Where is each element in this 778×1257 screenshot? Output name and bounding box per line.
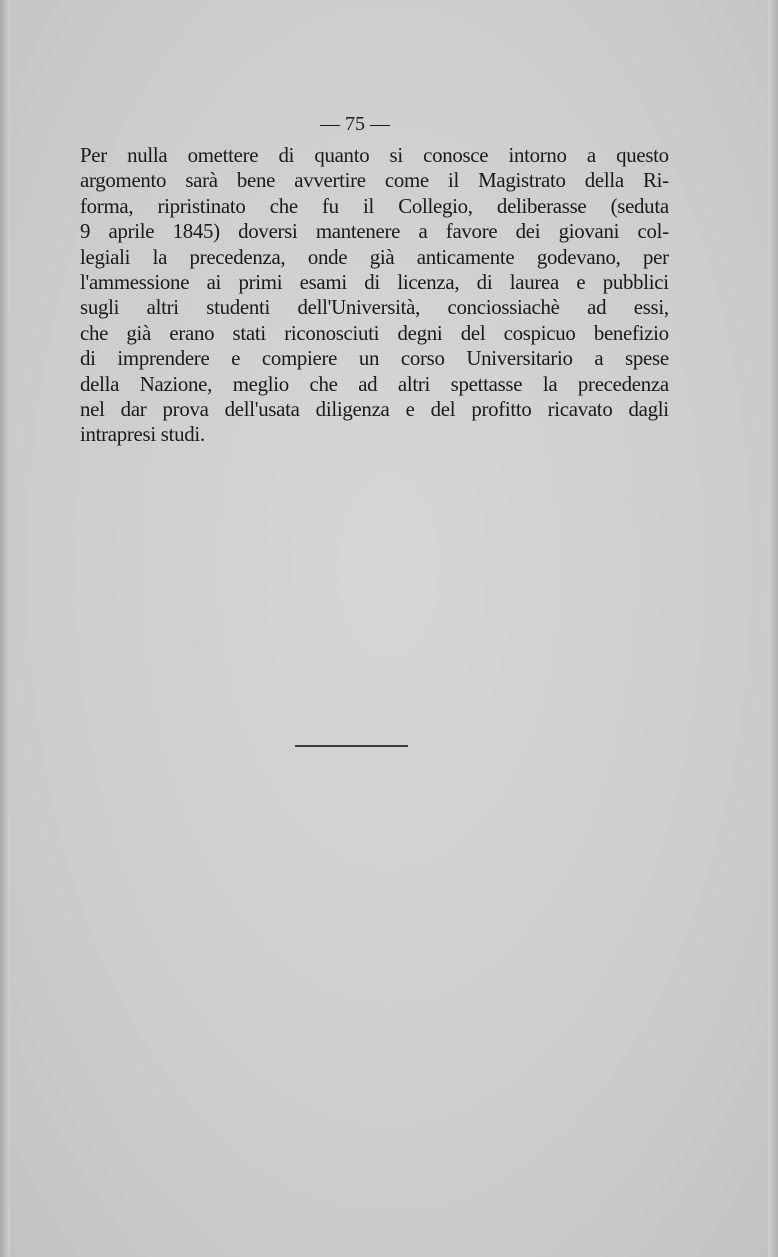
text-line: della Nazione, meglio che ad altri spettasse la precedenza bbox=[80, 371, 669, 396]
page-edge-right bbox=[768, 0, 778, 1257]
text-line: l'ammessione ai primi esami di licenza, di laurea e pubblici bbox=[80, 269, 669, 294]
text-line: argomento sarà bene avvertire come il Magistrato della Ri- bbox=[80, 168, 669, 193]
text-line: forma, ripristinato che fu il Collegio, deliberasse (seduta bbox=[80, 193, 669, 218]
page-edge-left bbox=[0, 0, 10, 1257]
section-divider bbox=[295, 745, 408, 747]
text-line: 9 aprile 1845) doversi mantenere a favore dei giovani col- bbox=[80, 219, 669, 244]
page-number: — 75 — bbox=[320, 113, 390, 135]
text-line: di imprendere e compiere un corso Universitario a spese bbox=[80, 346, 669, 371]
paragraph bbox=[80, 143, 669, 448]
text-line: che già erano stati riconosciuti degni del cospicuo benefizio bbox=[80, 320, 669, 345]
text-line: sugli altri studenti dell'Università, conciossiachè ad essi, bbox=[80, 295, 669, 320]
text-line: nel dar prova dell'usata diligenza e del profitto ricavato dagli bbox=[80, 396, 669, 421]
text-line: intrapresi studi. bbox=[80, 422, 205, 447]
text-line: Per nulla omettere di quanto si conosce intorno a questo bbox=[80, 143, 669, 167]
text-line: legiali la precedenza, onde già anticamente godevano, per bbox=[80, 244, 669, 269]
